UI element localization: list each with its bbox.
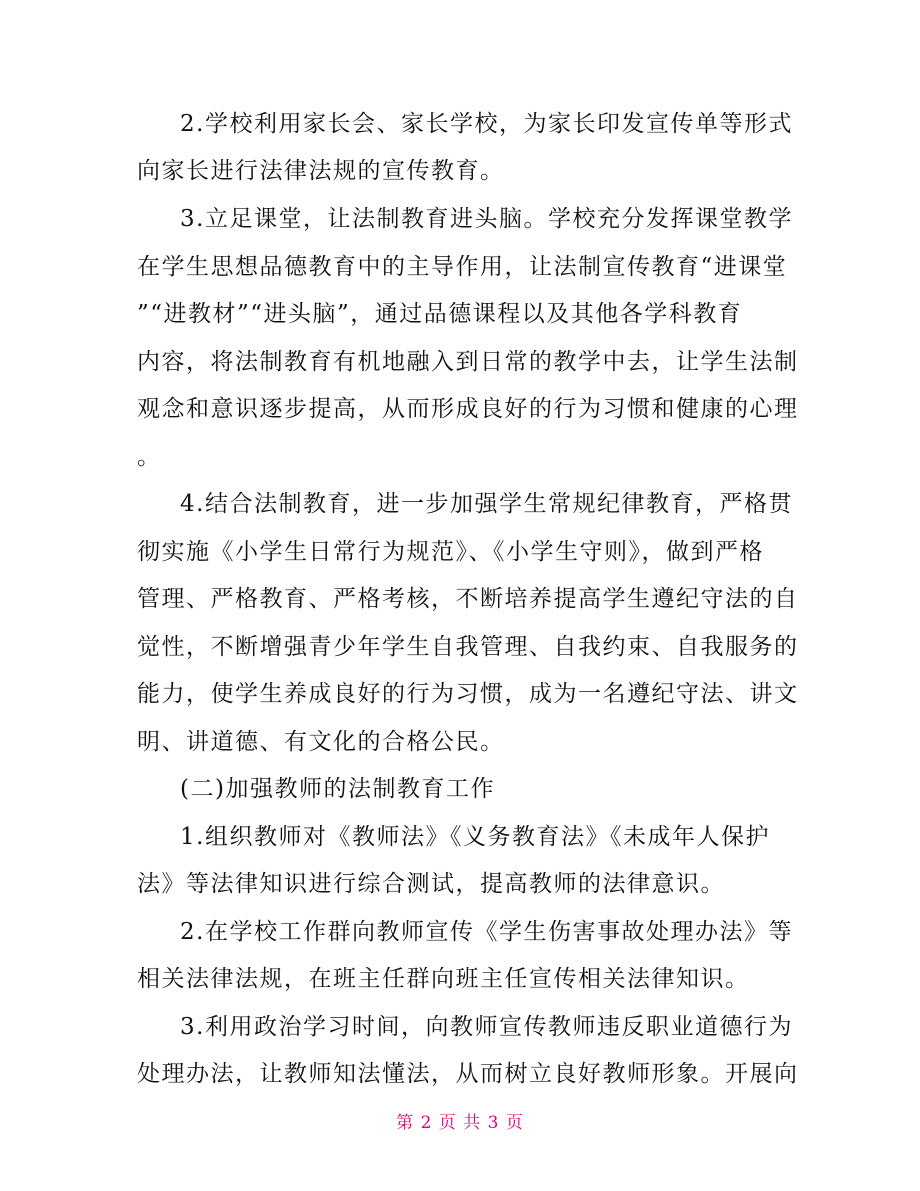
text-line: 4.结合法制教育，进一步加强学生常规纪律教育，严格贯 <box>180 491 793 517</box>
section-heading: (二)加强教师的法制教育工作 <box>180 776 495 802</box>
text-line: 3.立足课堂，让法制教育进头脑。学校充分发挥课堂教学 <box>180 206 793 232</box>
text-line: 3.利用政治学习时间，向教师宣传教师违反职业道德行为 <box>180 1014 793 1040</box>
text-line: 彻实施《小学生日常行为规范》、《小学生守则》，做到严格 <box>137 539 764 565</box>
text-line: 能力，使学生养成良好的行为习惯，成为一名遵纪守法、讲文 <box>137 681 799 707</box>
text-line: 相关法律法规，在班主任群向班主任宣传相关法律知识。 <box>137 966 750 992</box>
text-line: 明、讲道德、有文化的合格公民。 <box>137 729 505 755</box>
text-line: 处理办法，让教师知法懂法，从而树立良好教师形象。开展向 <box>137 1061 799 1087</box>
text-line: 向家长进行法律法规的宣传教育。 <box>137 158 505 184</box>
page-number-footer: 第 2 页 共 3 页 <box>396 1113 524 1133</box>
text-line: 1.组织教师对《教师法》《义务教育法》《未成年人保护 <box>180 824 770 850</box>
text-line: 觉性，不断增强青少年学生自我管理、自我约束、自我服务的 <box>137 634 799 660</box>
text-line: 2.学校利用家长会、家长学校，为家长印发宣传单等形式 <box>180 111 793 137</box>
text-line: 2.在学校工作群向教师宣传《学生伤害事故处理办法》等 <box>180 919 793 945</box>
text-line: 。 <box>137 444 162 470</box>
text-line: ”“进教材”“进头脑”，通过品德课程以及其他各学科教育 <box>137 301 743 327</box>
text-line: 内容，将法制教育有机地融入到日常的教学中去，让学生法制 <box>137 349 799 375</box>
text-line: 管理、严格教育、严格考核，不断培养提高学生遵纪守法的自 <box>137 586 799 612</box>
text-line: 观念和意识逐步提高，从而形成良好的行为习惯和健康的心理 <box>137 396 799 422</box>
text-line: 法》等法律知识进行综合测试，提高教师的法律意识。 <box>137 871 725 897</box>
text-line: 在学生思想品德教育中的主导作用，让法制宣传教育“进课堂 <box>137 254 788 280</box>
